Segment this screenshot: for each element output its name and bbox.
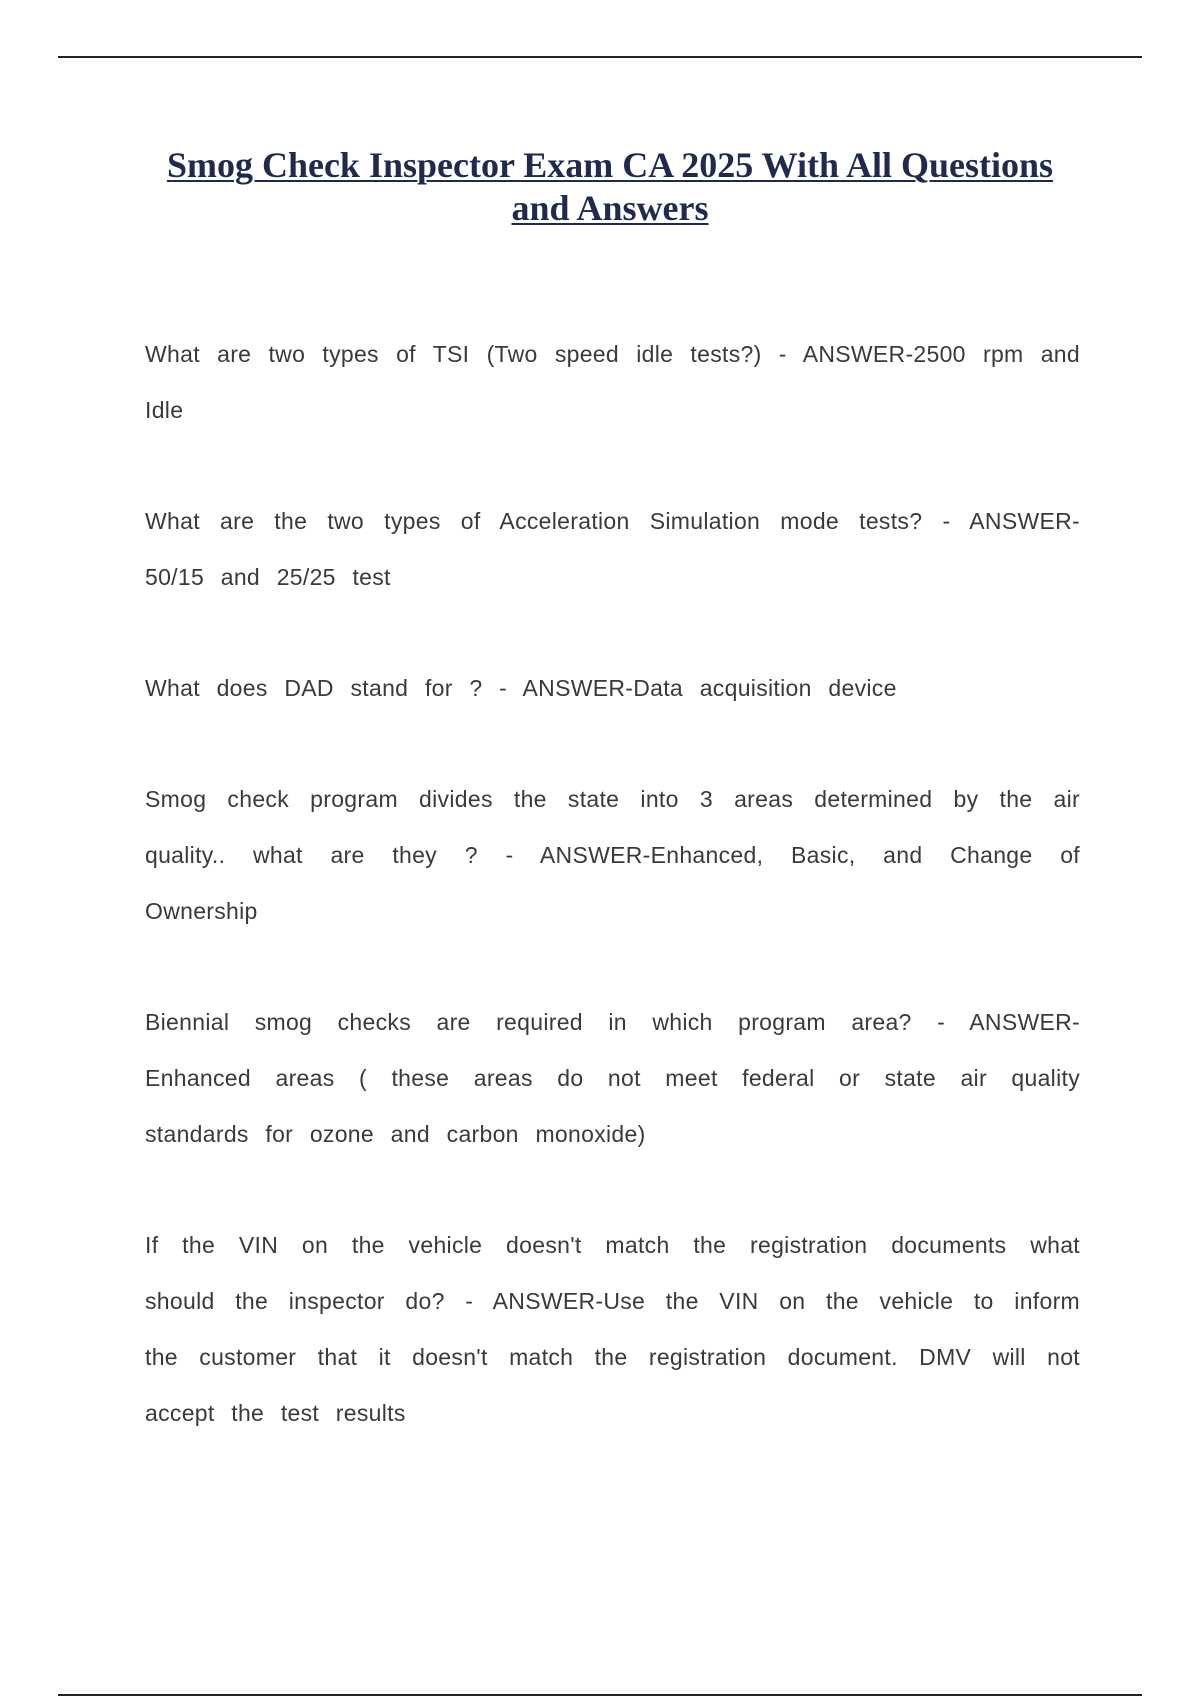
top-rule — [58, 56, 1142, 58]
qa-item-6: If the VIN on the vehicle doesn't match the registration documents what should the inspector do? - ANSWER-Use the VIN on the vehicle to inform the customer that it doesn't match the registration document. DMV will not accept the test results — [145, 1232, 1080, 1426]
document-title: Smog Check Inspector Exam CA 2025 With All Questions and Answers — [166, 145, 1054, 228]
qa-list — [145, 326, 1080, 1441]
qa-item-4: Smog check program divides the state into 3 areas determined by the air quality.. what are they ? - ANSWER-Enhanced, Basic, and Change of Ownership — [145, 786, 1080, 924]
qa-item-2: What are the two types of Acceleration Simulation mode tests? - ANSWER-50/15 and 25/25 test — [145, 508, 1080, 590]
qa-item-1: What are two types of TSI (Two speed idle tests?) - ANSWER-2500 rpm and Idle — [145, 341, 1080, 423]
qa-item-3: What does DAD stand for ? - ANSWER-Data acquisition device — [145, 675, 897, 701]
qa-item-5: Biennial smog checks are required in which program area? - ANSWER-Enhanced areas ( these areas do not meet federal or state air quality standards for ozone and carbon monoxide) — [145, 1009, 1080, 1147]
bottom-rule — [58, 1694, 1142, 1696]
